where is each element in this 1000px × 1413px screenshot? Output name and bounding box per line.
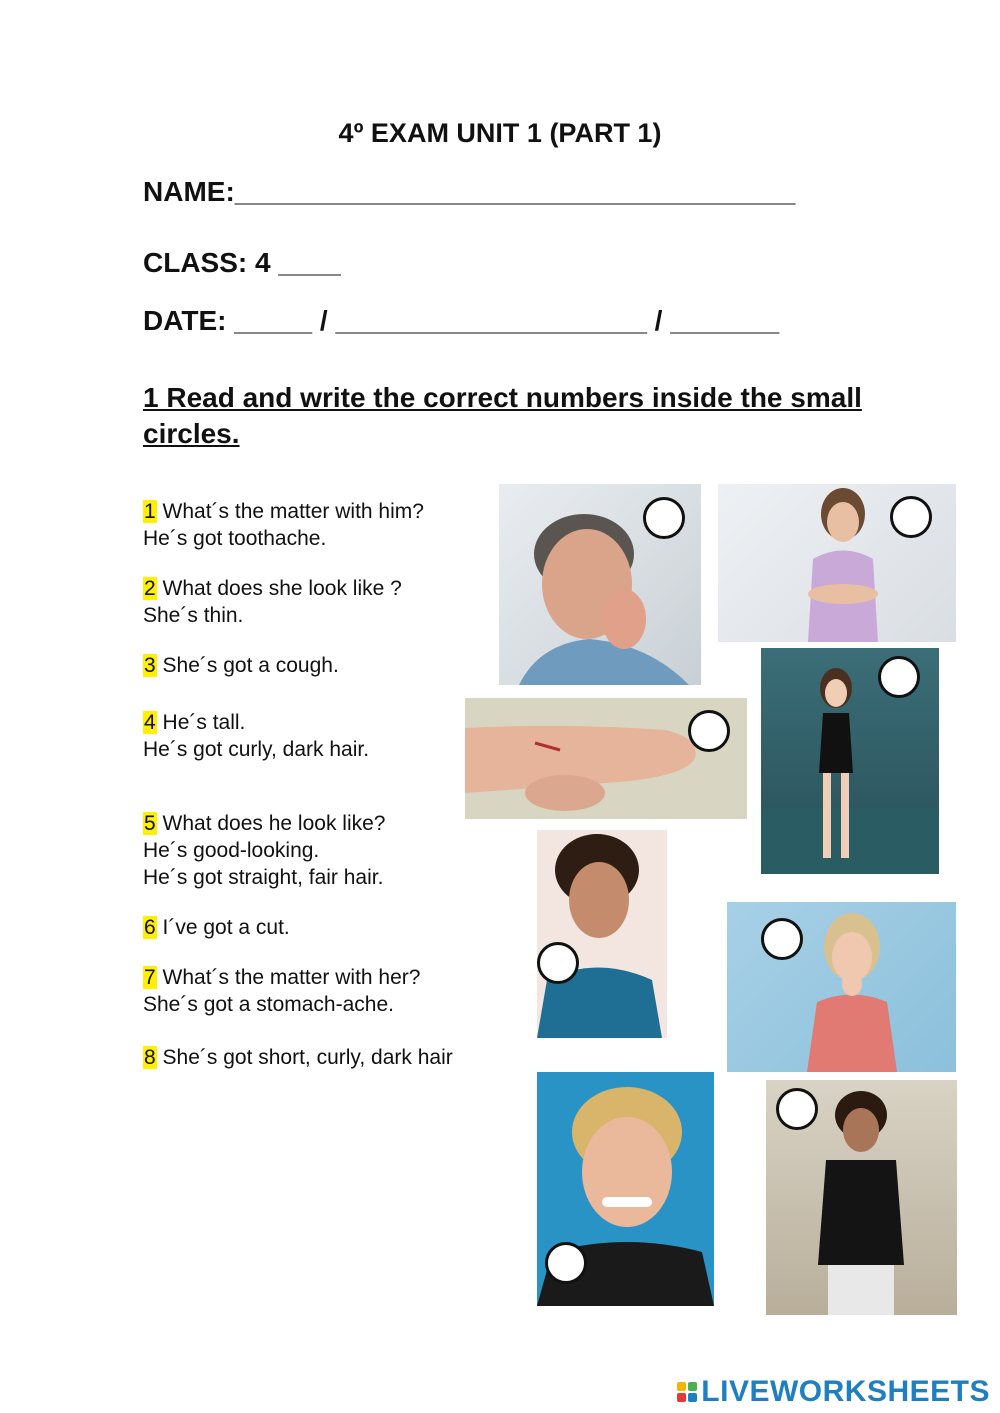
item-line: What does she look like ? [156,577,402,600]
list-item [143,709,369,763]
woman-cough-illustration [727,902,956,1072]
answer-circle[interactable] [537,942,579,984]
list-item [143,575,402,629]
answer-circle[interactable] [878,656,920,698]
brand-text: LIVEWORKSHEETS [701,1375,990,1408]
list-item [143,964,420,1018]
item-line: He´s tall. [156,711,246,734]
answer-circle[interactable] [776,1088,818,1130]
list-item [143,914,290,941]
item-line: I´ve got a cut. [156,916,290,939]
answer-circle[interactable] [688,710,730,752]
item-number: 6 [144,916,156,939]
list-item [143,1044,453,1071]
date-field[interactable]: DATE: _____ / ____________________ / _______ [143,305,780,336]
curly-hair-woman-illustration [537,830,667,1038]
item-number: 2 [144,577,156,600]
item-line: What´s the matter with her? [156,966,421,989]
answer-circle[interactable] [545,1242,587,1284]
item-line: What does he look like? [156,812,386,835]
class-field[interactable]: CLASS: 4 ____ [143,247,341,278]
page-title: 4º EXAM UNIT 1 (PART 1) [338,118,662,148]
photo-curly-hair-woman [537,830,667,1038]
photo-woman-cough [727,902,956,1072]
item-number: 8 [144,1046,156,1069]
item-line: He´s got toothache. [143,527,327,550]
answer-circle[interactable] [890,496,932,538]
list-item [143,810,385,891]
instruction-heading: 1 Read and write the correct numbers inside the small circles. [143,382,862,449]
item-number: 7 [144,966,156,989]
item-line: She´s got a stomach-ache. [143,993,394,1016]
item-number: 3 [144,654,156,677]
logo-grid-icon [677,1382,697,1402]
liveworksheets-logo [677,1375,990,1409]
item-number: 5 [144,812,156,835]
item-number: 1 [144,500,156,523]
answer-circle[interactable] [761,918,803,960]
item-line: What´s the matter with him? [156,500,424,523]
item-number: 4 [144,711,156,734]
item-line: She´s got short, curly, dark hair [156,1046,453,1069]
list-item [143,652,339,679]
item-line: She´s thin. [143,604,244,627]
list-item [143,498,424,552]
name-field[interactable]: NAME:____________________________________ [143,176,796,207]
item-line: He´s got straight, fair hair. [143,866,384,889]
item-line: He´s good-looking. [143,839,320,862]
item-line: He´s got curly, dark hair. [143,738,370,761]
answer-circle[interactable] [643,497,685,539]
item-line: She´s got a cough. [156,654,339,677]
